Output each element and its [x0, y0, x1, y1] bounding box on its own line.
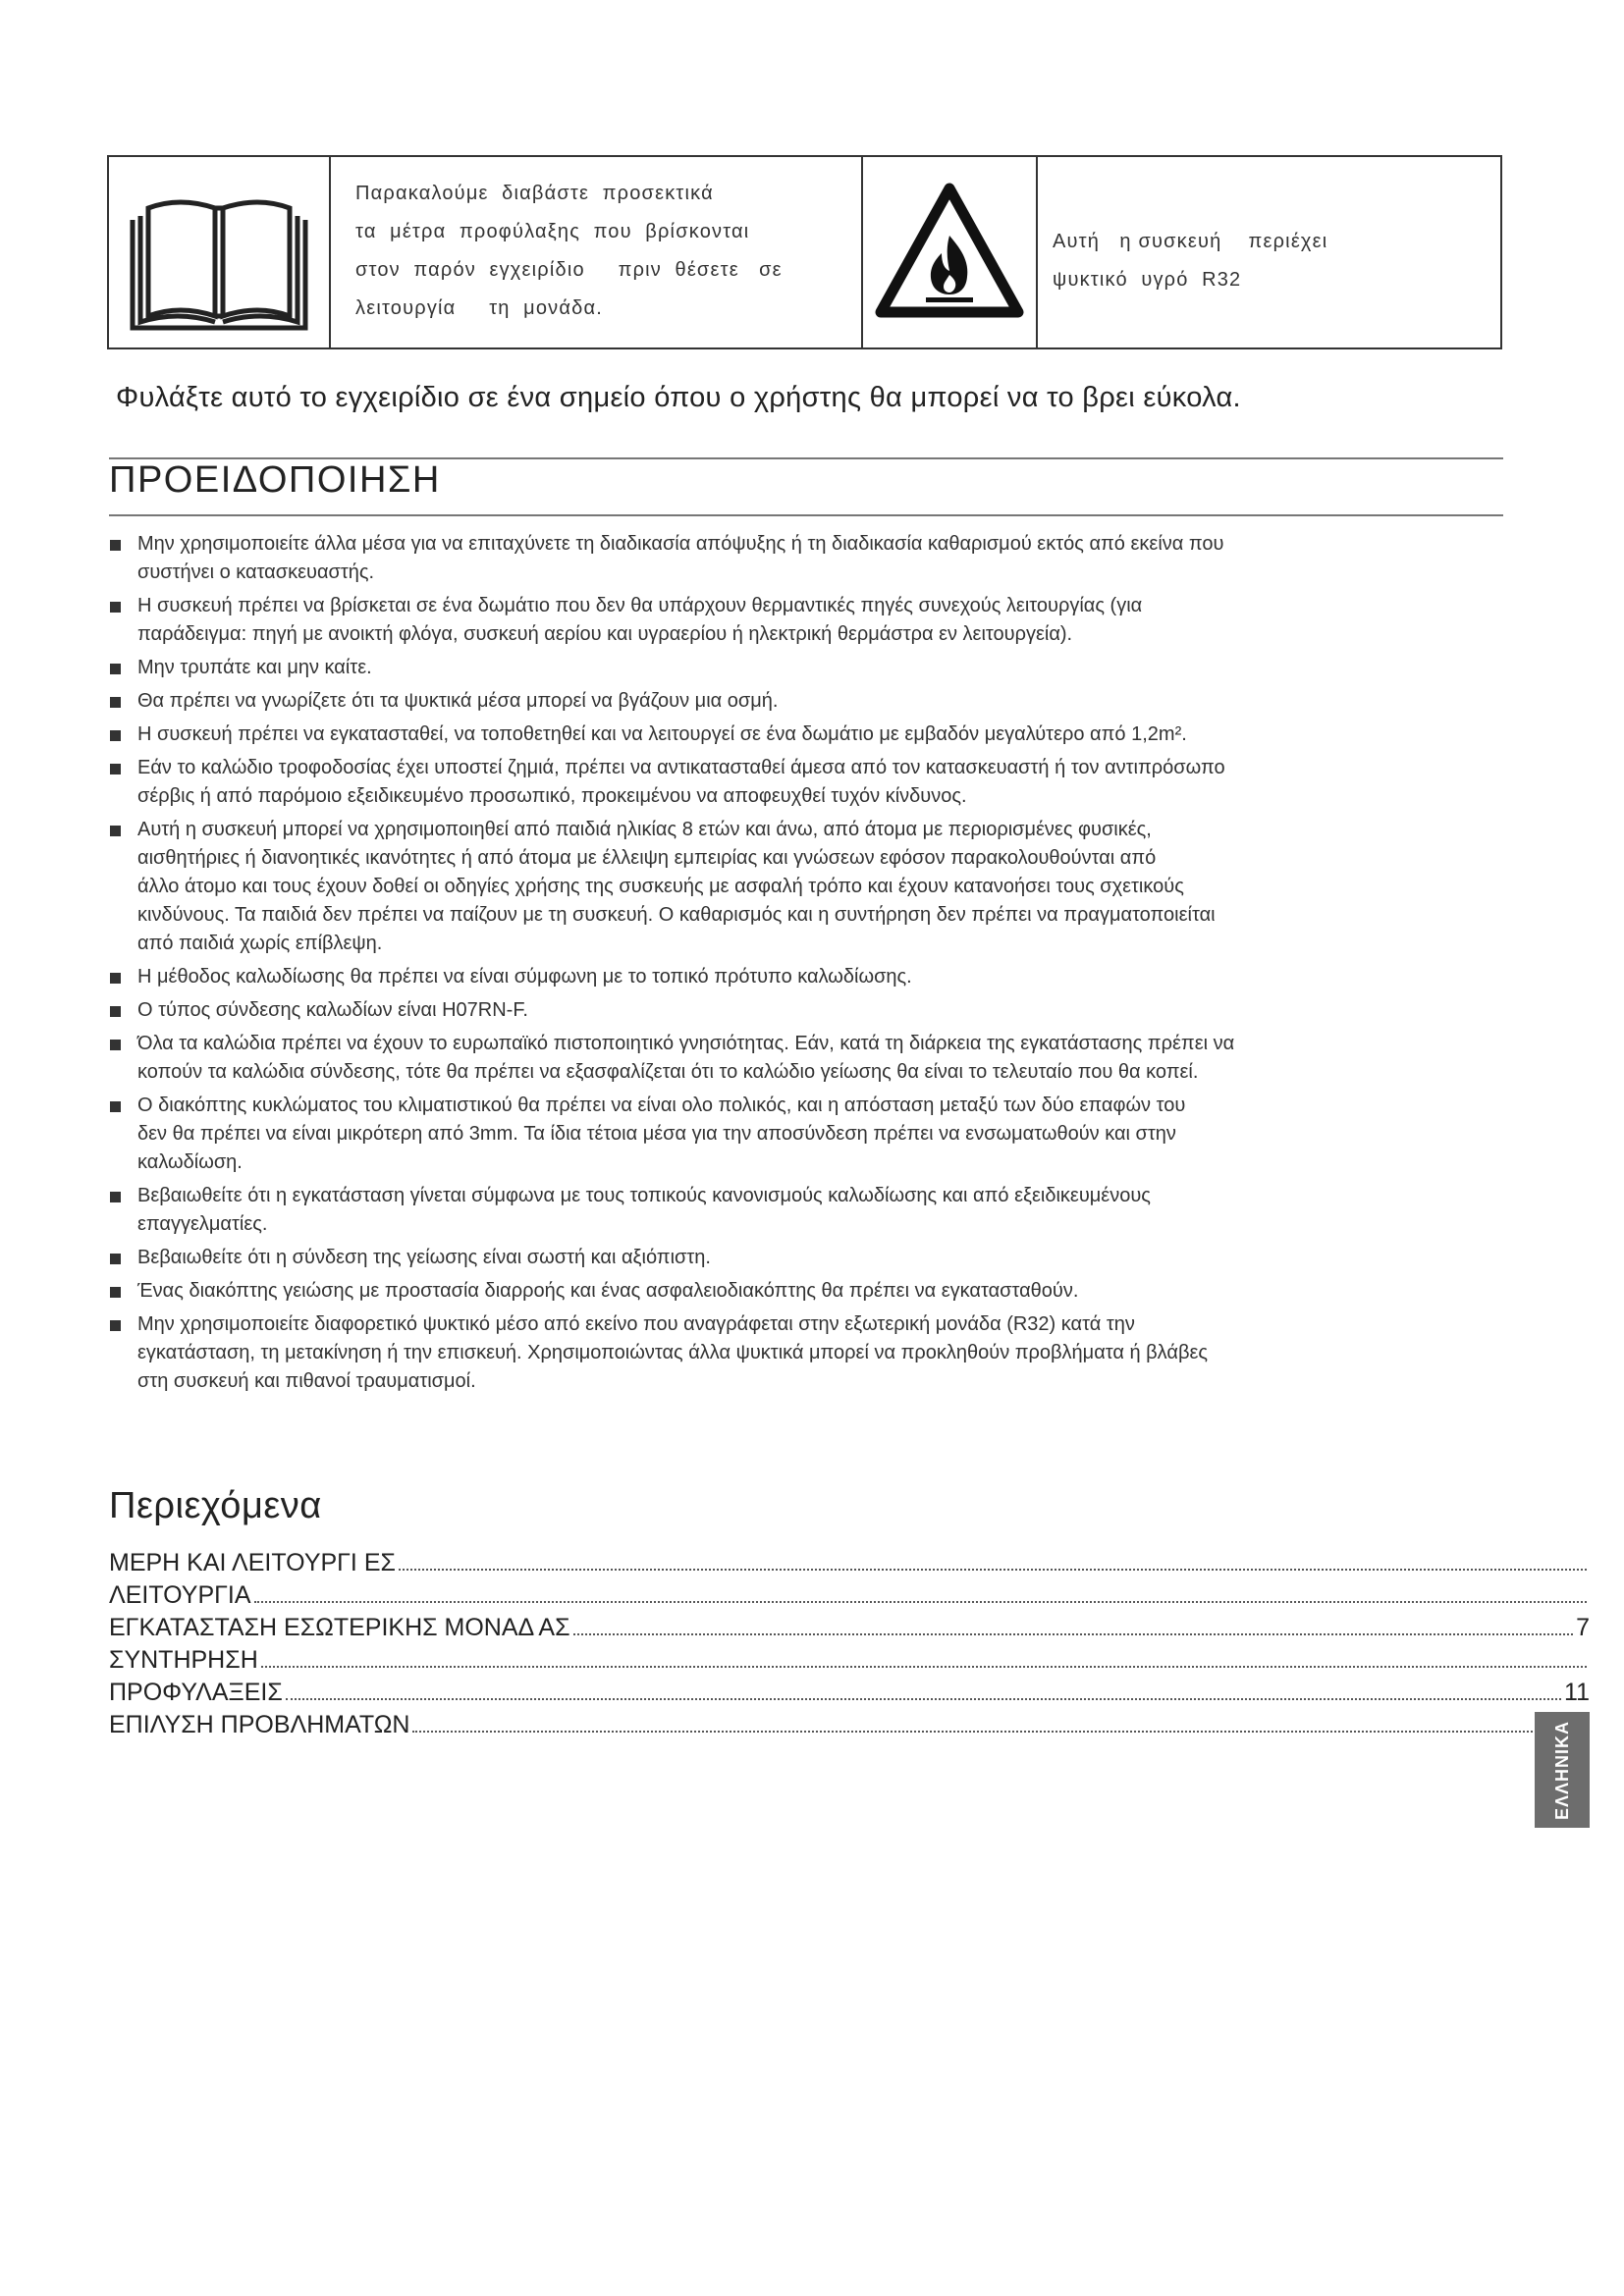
square-bullet-icon	[110, 1320, 121, 1331]
warning-item-line: κινδύνους. Τα παιδιά δεν πρέπει να παίζουν με τη συσκευή. Ο καθαρισμός και η συντήρηση δεν πρέπει να πραγματοποιείται	[137, 904, 1216, 926]
warning-item	[109, 721, 1503, 749]
toc-entry-label: ΠΡΟΦΥΛΑΞΕΙΣ	[109, 1679, 283, 1706]
read-notice-line: τα μέτρα προφύλαξης που βρίσκονται	[355, 221, 750, 242]
warning-item-line: άλλο άτομο και τους έχουν δοθεί οι οδηγίες χρήσης της συσκευής με ασφαλή τρόπο και έχουν κατανοήσει τους σχετικούς	[137, 876, 1184, 897]
warning-item-line: καλωδίωση.	[137, 1151, 243, 1173]
open-book-icon	[121, 169, 317, 336]
warning-item-line: συστήνει ο κατασκευαστής.	[137, 561, 375, 583]
warning-item	[109, 1244, 1503, 1272]
square-bullet-icon	[110, 973, 121, 984]
square-bullet-icon	[110, 1040, 121, 1050]
warning-item-line: Μην χρησιμοποιείτε άλλα μέσα για να επιταχύνετε τη διαδικασία απόψυξης ή τη διαδικασία καθαρισμού εκτός από εκείνα που	[137, 533, 1224, 555]
flammable-warning-icon	[871, 179, 1028, 326]
warning-item	[109, 1092, 1503, 1177]
square-bullet-icon	[110, 1006, 121, 1017]
warning-item-line: Μην τρυπάτε και μην καίτε.	[137, 657, 372, 678]
square-bullet-icon	[110, 664, 121, 674]
divider-bottom	[109, 514, 1503, 516]
language-tab	[1535, 1712, 1590, 1828]
toc-entry-page: 7	[1576, 1614, 1590, 1641]
warning-item-line: παράδειγμα: πηγή με ανοικτή φλόγα, συσκευή αερίου και υγραερίου ή ηλεκτρική θερμάστρα εν λειτουργεία).	[137, 623, 1073, 645]
warning-item-line: δεν θα πρέπει να είναι μικρότερη από 3mm. Τα ίδια τέτοια μέσα για την αποσύνδεση πρέπει να ενσωματωθούν και στην	[137, 1123, 1176, 1145]
toc-entry-label: ΕΠΙΛΥΣΗ ΠΡΟΒΛΗΜΑΤΩΝ	[109, 1711, 410, 1738]
warning-list	[109, 530, 1503, 1401]
toc-entry[interactable]	[109, 1711, 1590, 1743]
warning-item	[109, 963, 1503, 991]
toc-entry[interactable]	[109, 1679, 1590, 1711]
refrigerant-notice	[1038, 157, 1500, 347]
keep-manual-note: Φυλάξτε αυτό το εγχειρίδιο σε ένα σημείο όπου ο χρήστης θα μπορεί να το βρει εύκολα.	[116, 382, 1241, 413]
warning-item	[109, 654, 1503, 682]
warning-item-line: Μην χρησιμοποιείτε διαφορετικό ψυκτικό μέσο από εκείνο που αναγράφεται στην εξωτερική μονάδα (R32) κατά την	[137, 1313, 1135, 1335]
square-bullet-icon	[110, 1254, 121, 1264]
warning-item-line: Η συσκευή πρέπει να εγκατασταθεί, να τοποθετηθεί και να λειτουργεί σε ένα δωμάτιο με εμβαδόν μεγαλύτερο από 1,2m².	[137, 723, 1187, 745]
warning-item	[109, 996, 1503, 1025]
square-bullet-icon	[110, 1287, 121, 1298]
toc-entry-label: ΣΥΝΤΗΡΗΣΗ	[109, 1646, 258, 1674]
language-tab-label: ΕΛΛΗΝΙΚΑ	[1551, 1720, 1572, 1820]
square-bullet-icon	[110, 540, 121, 551]
refrigerant-notice-line: ψυκτικό υγρό R32	[1053, 269, 1242, 291]
header-info-box	[107, 155, 1502, 349]
table-of-contents	[109, 1549, 1590, 1743]
contents-title: Περιεχόμενα	[109, 1485, 322, 1526]
warning-item-line: Θα πρέπει να γνωρίζετε ότι τα ψυκτικά μέσα μπορεί να βγάζουν μια οσμή.	[137, 690, 779, 712]
flammable-icon-cell	[863, 157, 1038, 347]
warning-item-line: από παιδιά χωρίς επίβλεψη.	[137, 933, 383, 954]
square-bullet-icon	[110, 826, 121, 836]
warning-item	[109, 816, 1503, 958]
toc-entry-label: ΛΕΙΤΟΥΡΓΙΑ	[109, 1581, 251, 1609]
warning-item-line: Εάν το καλώδιο τροφοδοσίας έχει υποστεί ζημιά, πρέπει να αντικατασταθεί άμεσα από τον κατασκευαστή ή τον αντιπρόσωπο	[137, 757, 1225, 778]
warning-item	[109, 592, 1503, 649]
warning-item-line: Βεβαιωθείτε ότι η σύνδεση της γείωσης είναι σωστή και αξιόπιστη.	[137, 1247, 711, 1268]
toc-entry[interactable]	[109, 1646, 1590, 1679]
read-notice-line: στον παρόν εγχειρίδιο πριν θέσετε σε	[355, 259, 783, 281]
toc-entry-label: ΜΕΡΗ ΚΑΙ ΛΕΙΤΟΥΡΓΙ ΕΣ	[109, 1549, 396, 1576]
book-icon-cell	[109, 157, 331, 347]
refrigerant-notice-line: Αυτή η συσκευή περιέχει	[1053, 231, 1328, 252]
warning-item	[109, 530, 1503, 587]
toc-dot-leader	[254, 1601, 1587, 1603]
warning-item-line: επαγγελματίες.	[137, 1213, 268, 1235]
warning-item-line: Η συσκευή πρέπει να βρίσκεται σε ένα δωμάτιο που δεν θα υπάρχουν θερμαντικές πηγές συνεχούς λειτουργίας (για	[137, 595, 1143, 616]
warning-item-line: στη συσκευή και πιθανοί τραυματισμοί.	[137, 1370, 476, 1392]
square-bullet-icon	[110, 1192, 121, 1202]
toc-dot-leader	[399, 1569, 1587, 1571]
toc-entry[interactable]	[109, 1549, 1590, 1581]
warning-item-line: Ο διακόπτης κυκλώματος του κλιματιστικού θα πρέπει να είναι ολο πολικός, και η απόσταση μεταξύ των δύο επαφών του	[137, 1095, 1186, 1116]
warning-title: ΠΡΟΕΙΔΟΠΟΙΗΣΗ	[109, 459, 441, 501]
warning-item	[109, 1310, 1503, 1396]
warning-item-line: σέρβις ή από παρόμοιο εξειδικευμένο προσωπικό, προκειμένου να αποφευχθεί τυχόν κίνδυνος.	[137, 785, 967, 807]
toc-entry[interactable]	[109, 1581, 1590, 1614]
warning-item-line: Η μέθοδος καλωδίωσης θα πρέπει να είναι σύμφωνη με το τοπικό πρότυπο καλωδίωσης.	[137, 966, 912, 988]
warning-item-line: Ένας διακόπτης γειώσης με προστασία διαρροής και ένας ασφαλειοδιακόπτης θα πρέπει να εγκατασταθούν.	[137, 1280, 1079, 1302]
square-bullet-icon	[110, 602, 121, 613]
warning-item	[109, 1030, 1503, 1087]
toc-entry-label: ΕΓΚΑΤΑΣΤΑΣΗ ΕΣΩΤΕΡΙΚΗΣ ΜΟΝΑΔ ΑΣ	[109, 1614, 570, 1641]
warning-item-line: Όλα τα καλώδια πρέπει να έχουν το ευρωπαϊκό πιστοποιητικό γνησιότητας. Εάν, κατά τη διάρκεια της εγκατάστασης πρέπει να	[137, 1033, 1235, 1054]
read-notice-line: λειτουργία τη μονάδα.	[355, 297, 604, 319]
warning-item	[109, 754, 1503, 811]
warning-item-line: Ο τύπος σύνδεσης καλωδίων είναι H07RN-F.	[137, 999, 528, 1021]
toc-dot-leader	[261, 1666, 1587, 1668]
warning-item-line: εγκατάσταση, τη μετακίνηση ή την επισκευή. Χρησιμοποιώντας άλλα ψυκτικά μπορεί να προκληθούν προβλήματα ή βλάβες	[137, 1342, 1208, 1363]
toc-dot-leader	[412, 1731, 1587, 1733]
square-bullet-icon	[110, 764, 121, 774]
square-bullet-icon	[110, 1101, 121, 1112]
toc-entry[interactable]	[109, 1614, 1590, 1646]
warning-item-line: αισθητήριες ή διανοητικές ικανότητες ή από άτομα με έλλειψη εμπειρίας και γνώσεων εφόσον παρακολουθούνται από	[137, 847, 1157, 869]
square-bullet-icon	[110, 697, 121, 708]
toc-dot-leader	[573, 1633, 1574, 1635]
warning-item	[109, 687, 1503, 716]
read-manual-notice	[331, 157, 863, 347]
warning-item	[109, 1277, 1503, 1306]
warning-item	[109, 1182, 1503, 1239]
warning-item-line: Αυτή η συσκευή μπορεί να χρησιμοποιηθεί από παιδιά ηλικίας 8 ετών και άνω, από άτομα με περιορισμένες φυσικές,	[137, 819, 1152, 840]
toc-dot-leader	[286, 1698, 1561, 1700]
read-notice-line: Παρακαλούμε διαβάστε προσεκτικά	[355, 183, 714, 204]
square-bullet-icon	[110, 730, 121, 741]
toc-entry-page: 11	[1564, 1679, 1590, 1706]
warning-item-line: Βεβαιωθείτε ότι η εγκατάσταση γίνεται σύμφωνα με τους τοπικούς κανονισμούς καλωδίωσης και από εξειδικευμένους	[137, 1185, 1151, 1206]
warning-item-line: κοπούν τα καλώδια σύνδεσης, τότε θα πρέπει να εξασφαλίζεται ότι το καλώδιο γείωσης θα είναι το τελευταίο που θα κοπεί.	[137, 1061, 1199, 1083]
